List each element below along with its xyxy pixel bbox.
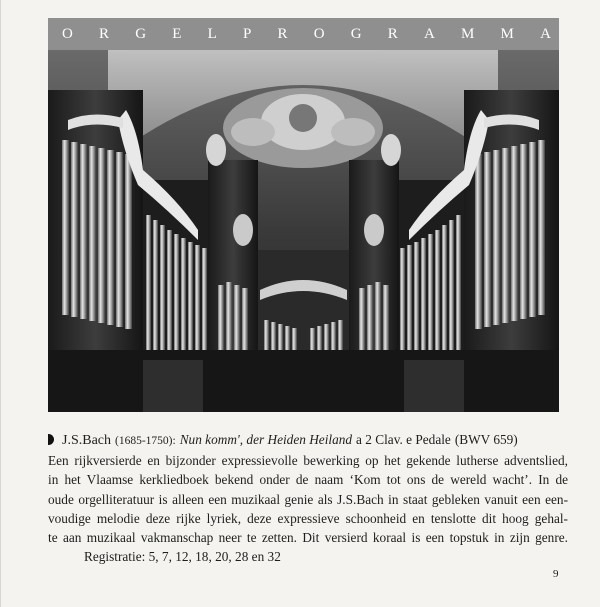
banner-letter: M [500, 25, 514, 42]
banner-letter: M [461, 25, 475, 42]
bwv-number: (BWV 659) [454, 432, 518, 447]
banner-letter: R [277, 25, 288, 42]
description-line: oude orgelliteratuur is alleen een muzikaal genie als J.S.Bach in staat gebleken vanuit een een- [48, 491, 568, 507]
program-entry [48, 430, 568, 566]
banner-letter: G [135, 25, 147, 42]
title-banner [48, 18, 559, 50]
description-line: voudige melodie deze rijke lyriek, deze expressieve schoonheid en tenslotte dit hoog gehal- [48, 510, 568, 526]
banner-letter: R [387, 25, 398, 42]
entry-description [48, 451, 568, 547]
banner-letter: O [62, 25, 73, 42]
composer-name: J.S.Bach [62, 433, 111, 448]
organ-photo [48, 18, 559, 412]
composer-dates: (1685-1750): [115, 435, 176, 447]
description-line: te aan muzikaal vakmanschap neer te zetten. Dit versierd koraal is een topstuk in zijn genre. [48, 530, 568, 546]
bullet-icon [48, 434, 54, 445]
instrumentation: a 2 Clav. e Pedale [356, 432, 451, 447]
description-line: Een rijkversierde en bijzonder expressievolle bewerking op het gekende lutherse adventslied, [48, 453, 568, 469]
description-line: in het Vlaamse kerkliedboek bekend onder de naam ‘Kom tot ons de wereld wacht’. In de [48, 472, 568, 488]
page-number: 9 [553, 568, 559, 580]
banner-letter: G [350, 25, 362, 42]
work-title: Nun komm', der Heiden Heiland [179, 432, 353, 447]
registration: Registratie: 5, 7, 12, 18, 20, 28 en 32 [84, 549, 281, 565]
banner-letter: O [313, 25, 325, 42]
banner-letter: L [207, 25, 217, 42]
banner-letter: A [423, 25, 435, 42]
banner-letter: A [540, 25, 551, 42]
banner-letter: E [172, 25, 182, 42]
banner-title [48, 26, 559, 43]
banner-letter: P [242, 25, 252, 42]
entry-heading [48, 430, 568, 451]
banner-letter: R [99, 25, 110, 42]
pipe-organ-icon [48, 50, 559, 412]
